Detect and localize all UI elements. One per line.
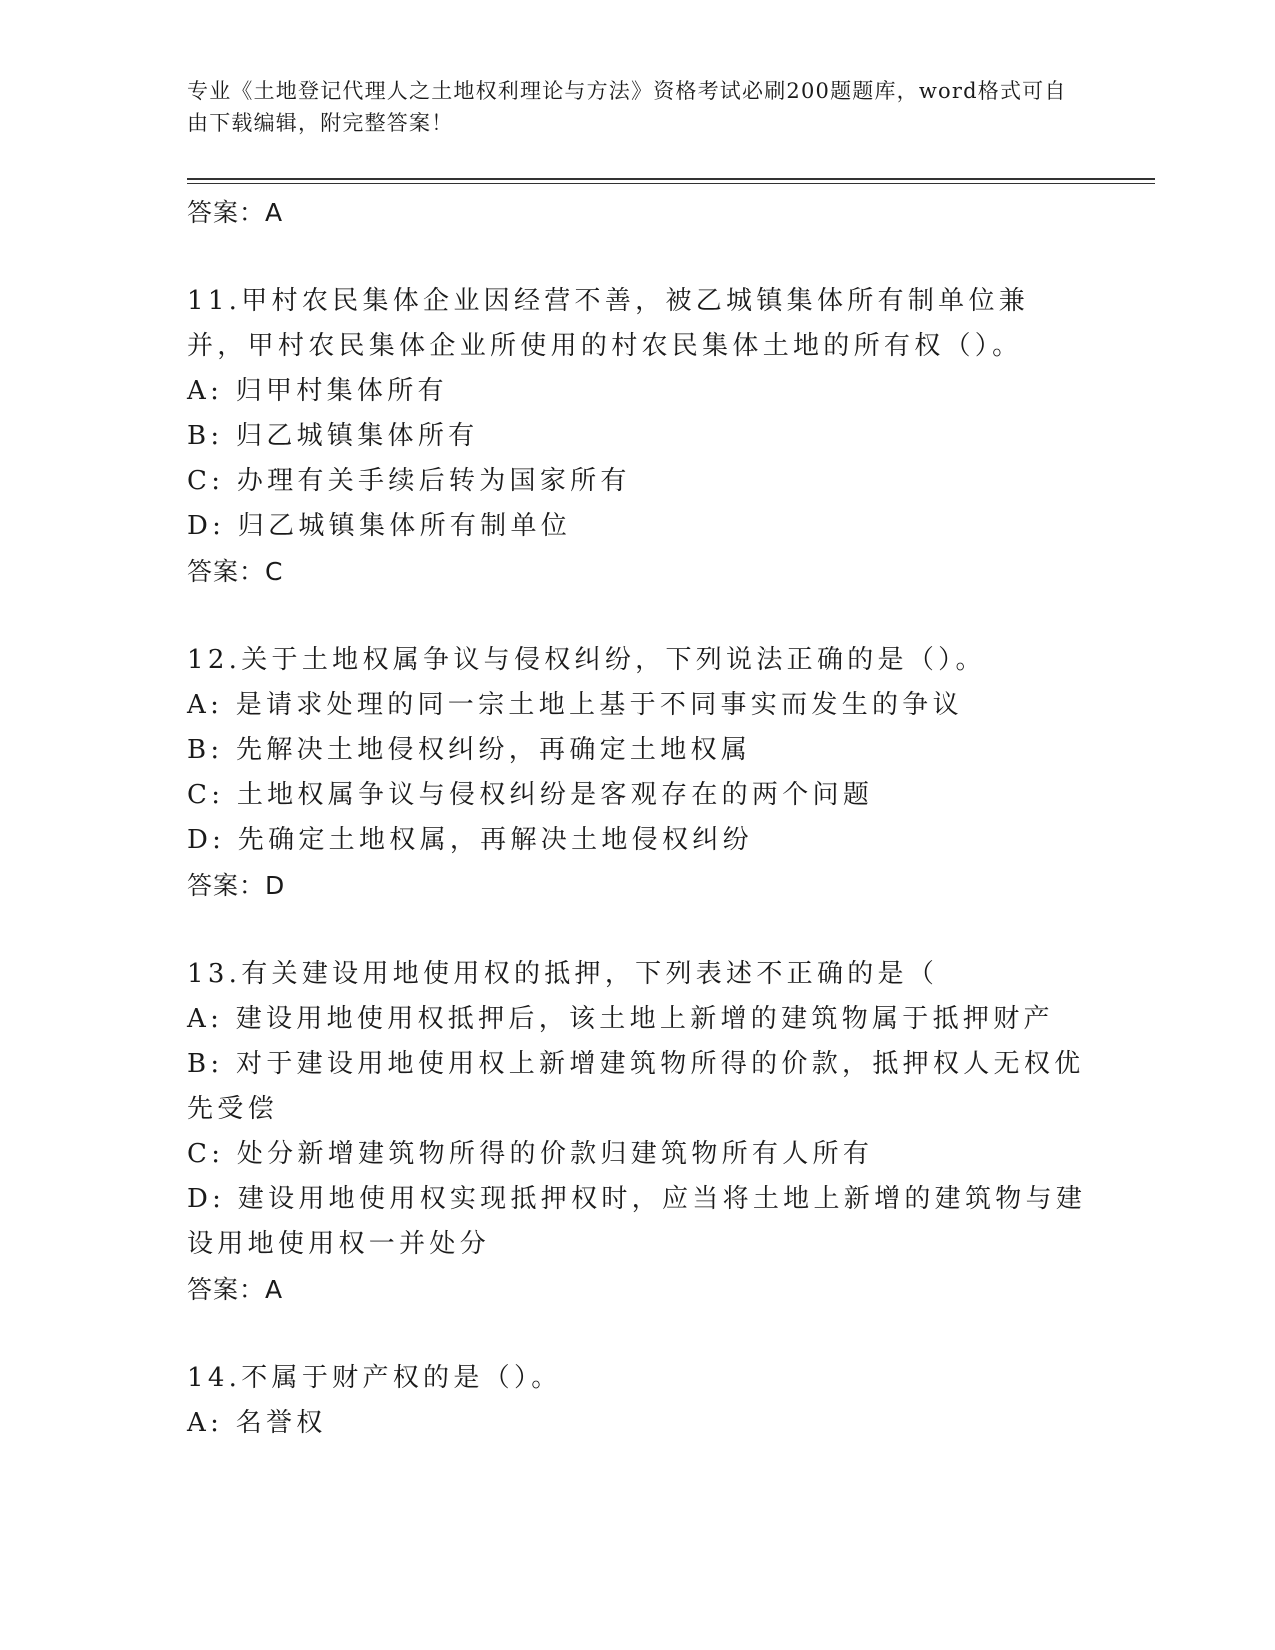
option-a: A: 建设用地使用权抵押后，该土地上新增的建筑物属于抵押财产 — [187, 1004, 1054, 1034]
answer-line: 答案：A — [187, 1275, 284, 1304]
option-c: C: 办理有关手续后转为国家所有 — [187, 466, 631, 496]
question-text: 14.不属于财产权的是（）。 — [187, 1363, 562, 1393]
header-rule-thick — [187, 178, 1155, 180]
question-block — [187, 1356, 1087, 1446]
answer-line: 答案：A — [187, 198, 284, 227]
answer-line: 答案：D — [187, 871, 286, 900]
option-c: C: 土地权属争议与侵权纠纷是客观存在的两个问题 — [187, 780, 874, 810]
question-block — [187, 279, 1087, 594]
option-d: D: 先确定土地权属，再解决土地侵权纠纷 — [187, 825, 753, 855]
option-a: A: 是请求处理的同一宗土地上基于不同事实而发生的争议 — [187, 690, 963, 720]
question-text: 13.有关建设用地使用权的抵押，下列表述不正确的是（ — [187, 959, 939, 989]
question-text: 12.关于土地权属争议与侵权纠纷，下列说法正确的是（）。 — [187, 645, 986, 675]
question-text: 11.甲村农民集体企业因经营不善，被乙城镇集体所有制单位兼并，甲村农民集体企业所使用的村农民集体土地的所有权（）。 — [187, 286, 1030, 361]
answer-line: 答案：C — [187, 557, 284, 586]
option-a: A: 归甲村集体所有 — [187, 376, 448, 406]
option-a: A: 名誉权 — [187, 1408, 327, 1438]
question-list — [187, 190, 1087, 1446]
document-header: 专业《土地登记代理人之土地权利理论与方法》资格考试必刷200题题库，word格式可自由下载编辑，附完整答案！ — [187, 79, 1067, 135]
question-block — [187, 952, 1087, 1312]
question-block — [187, 638, 1087, 908]
option-d: D: 归乙城镇集体所有制单位 — [187, 511, 572, 541]
option-b: B: 对于建设用地使用权上新增建筑物所得的价款，抵押权人无权优先受偿 — [187, 1049, 1085, 1124]
option-b: B: 归乙城镇集体所有 — [187, 421, 479, 451]
header-rule-thin — [187, 183, 1155, 184]
option-d: D: 建设用地使用权实现抵押权时，应当将土地上新增的建筑物与建设用地使用权一并处分 — [187, 1184, 1087, 1259]
option-c: C: 处分新增建筑物所得的价款归建筑物所有人所有 — [187, 1139, 874, 1169]
option-b: B: 先解决土地侵权纠纷，再确定土地权属 — [187, 735, 752, 765]
